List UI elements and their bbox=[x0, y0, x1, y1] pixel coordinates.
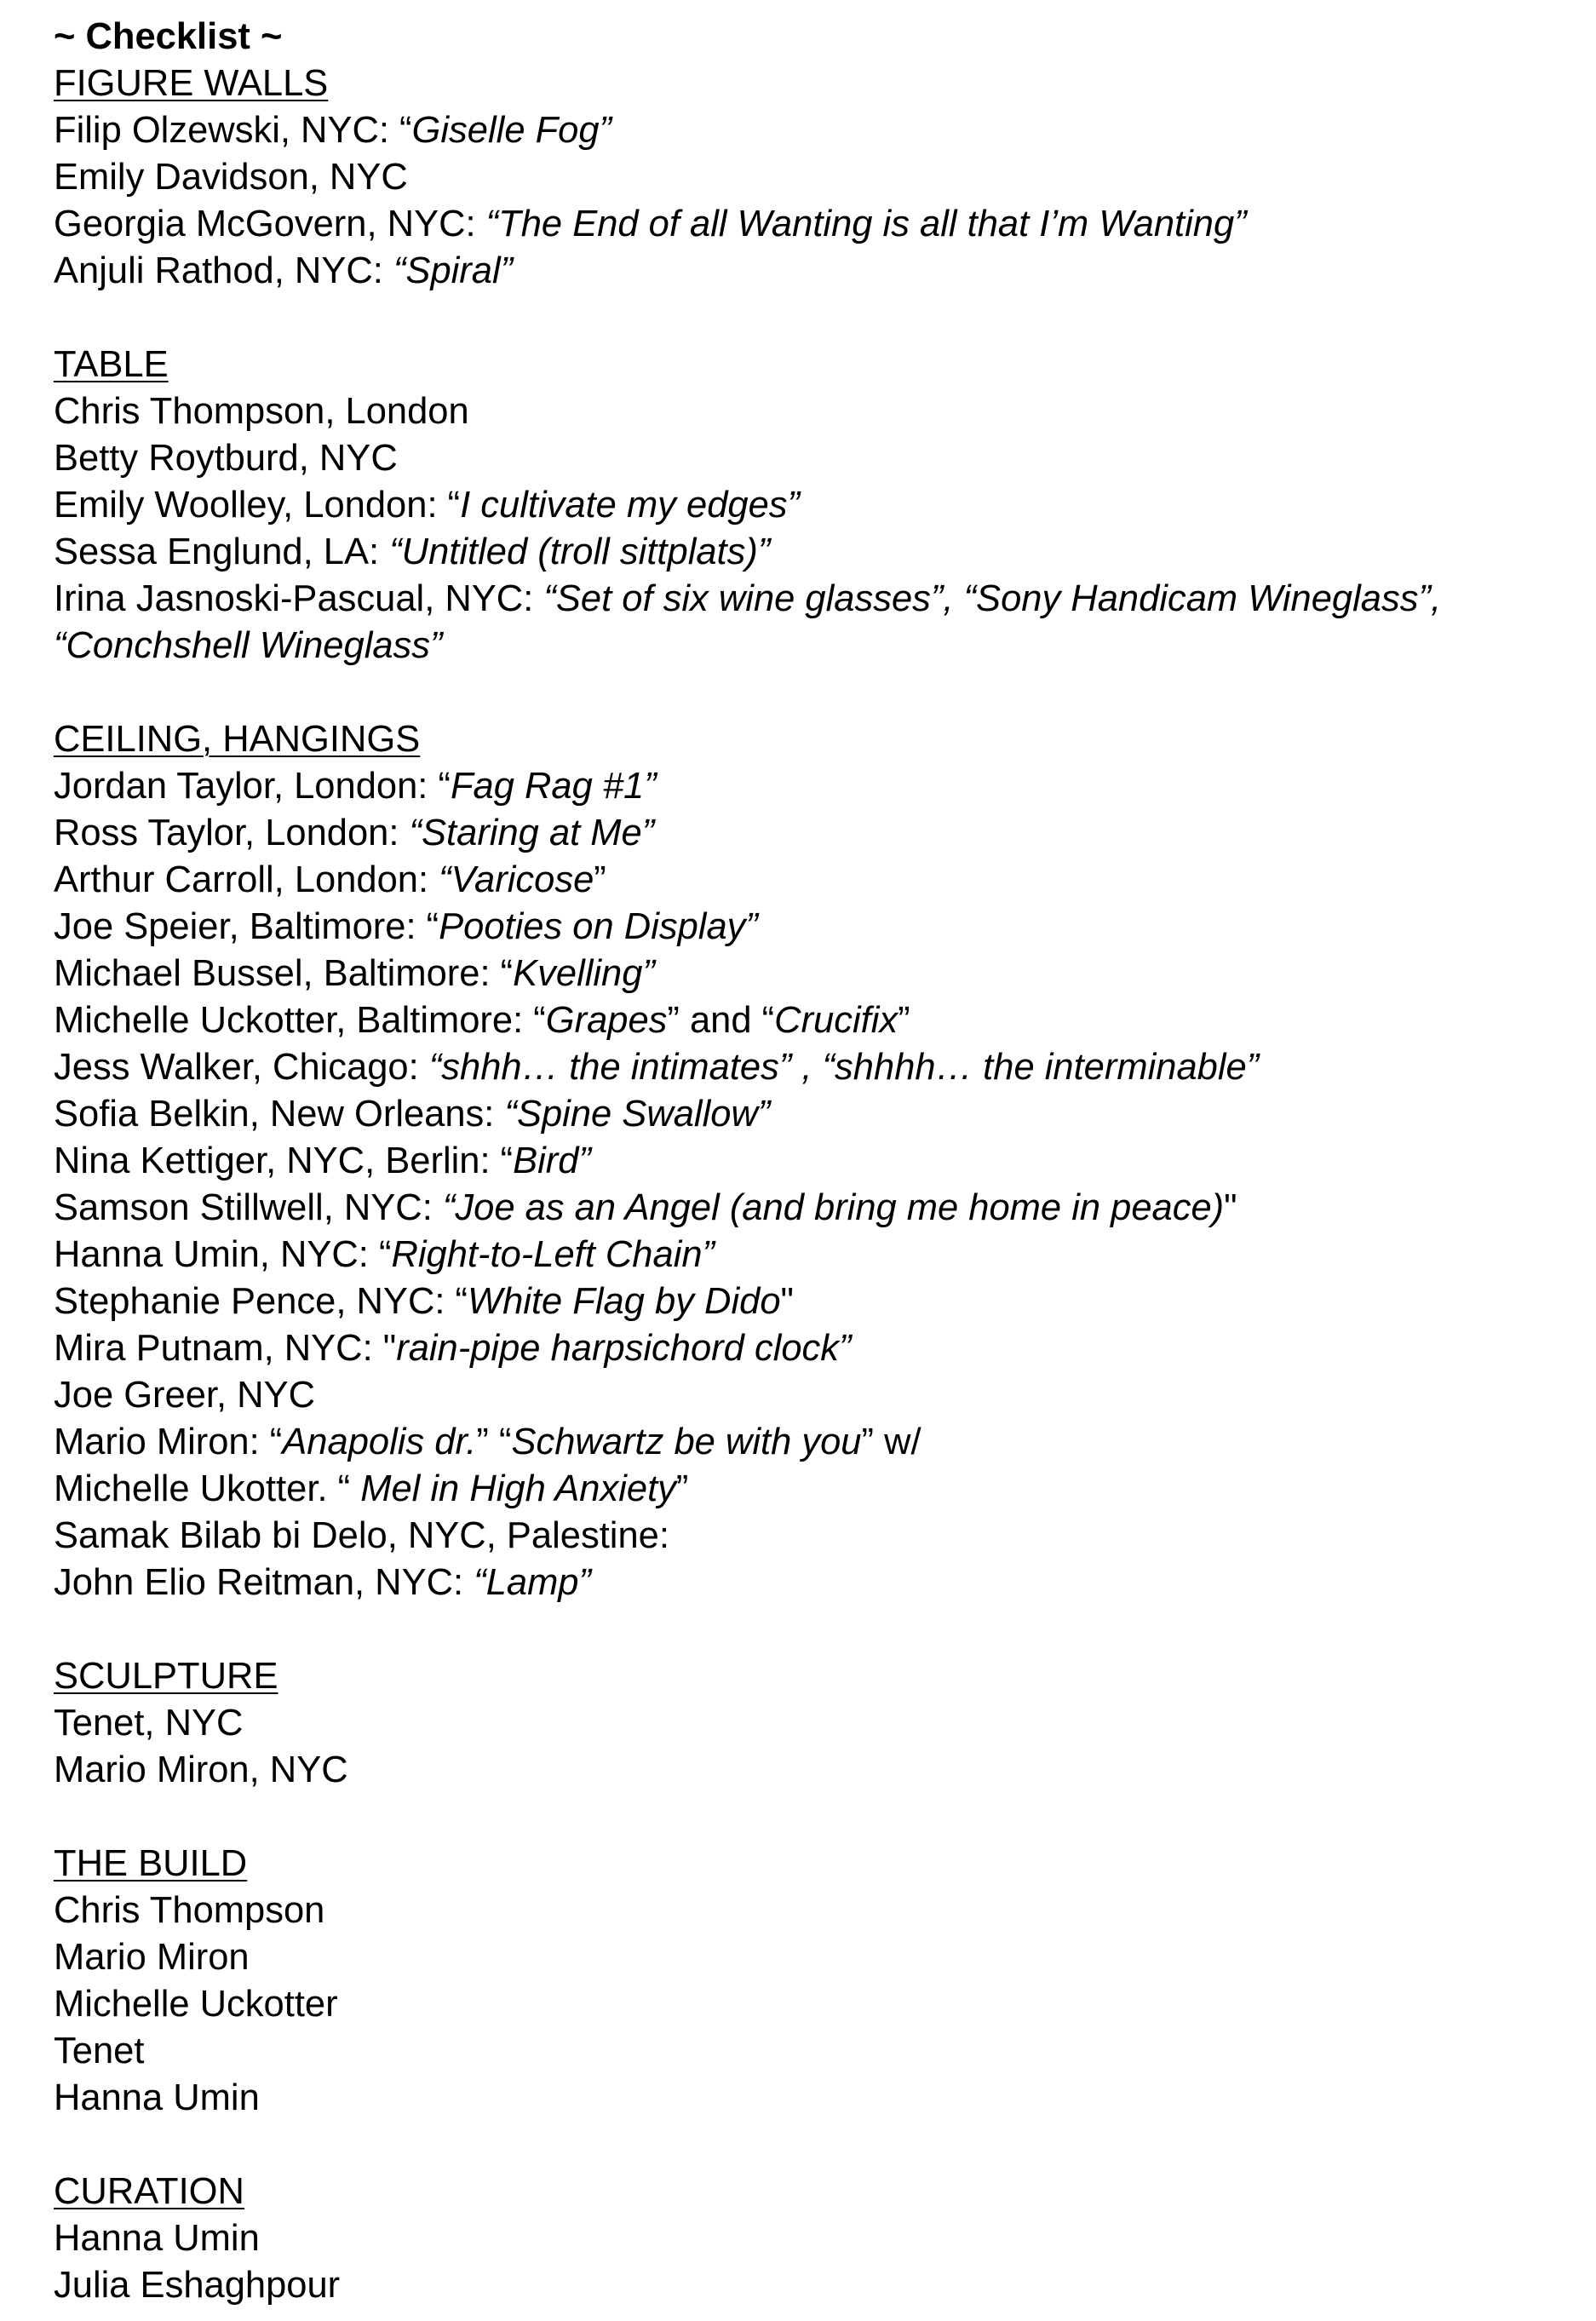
entry-text: Michael Bussel, Baltimore: “ bbox=[54, 953, 514, 994]
entry-text: Michelle Ukotter. “ bbox=[54, 1468, 361, 1509]
work-title-text: Fag Rag #1” bbox=[450, 766, 657, 807]
section-figure-walls bbox=[54, 60, 1578, 295]
entry-text: Mario Miron, NYC bbox=[54, 1749, 348, 1790]
entry-text: Sofia Belkin, New Orleans: bbox=[54, 1094, 505, 1135]
work-title-text: Grapes bbox=[545, 1000, 668, 1041]
work-title-text: “shhh… the intimates” , “shhhh… the interminable” bbox=[428, 1047, 1260, 1088]
entry-text: Anjuli Rathod, NYC: bbox=[54, 250, 393, 291]
checklist-entry bbox=[54, 1934, 1578, 1981]
work-title-text: Crucifix bbox=[774, 1000, 898, 1041]
checklist-entry bbox=[54, 1278, 1578, 1325]
checklist-entry bbox=[54, 2028, 1578, 2075]
checklist-entry bbox=[54, 1138, 1578, 1185]
checklist-entry bbox=[54, 857, 1578, 904]
section-spacer bbox=[54, 1794, 1578, 1841]
checklist-entry bbox=[54, 1700, 1578, 1747]
work-title-text: “Conchshell Wineglass” bbox=[54, 625, 443, 666]
checklist-entry bbox=[54, 1747, 1578, 1794]
checklist-entry bbox=[54, 1044, 1578, 1091]
checklist-entry bbox=[54, 154, 1578, 201]
checklist-entry bbox=[54, 482, 1578, 529]
checklist-entry bbox=[54, 529, 1578, 576]
checklist-entry bbox=[54, 576, 1578, 623]
entry-text: Julia Eshaghpour bbox=[54, 2265, 341, 2306]
section-heading: CURATION bbox=[54, 2171, 244, 2212]
work-title-text: “Joe as an Angel (and bring me home in peace) bbox=[442, 1187, 1225, 1228]
work-title-text: I cultivate my edges” bbox=[460, 485, 801, 526]
entry-text: Sessa Englund, LA: bbox=[54, 531, 390, 572]
section-ceiling-hangings bbox=[54, 716, 1578, 1606]
checklist-entry bbox=[54, 1091, 1578, 1138]
entry-text: Joe Speier, Baltimore: “ bbox=[54, 906, 439, 947]
section-table bbox=[54, 342, 1578, 669]
entry-text: Mario Miron bbox=[54, 1937, 250, 1978]
entry-text: Michelle Uckotter bbox=[54, 1984, 338, 2025]
section-heading: THE BUILD bbox=[54, 1843, 248, 1884]
entry-text: Filip Olzewski, NYC: “ bbox=[54, 110, 412, 151]
checklist-sections bbox=[54, 60, 1578, 2309]
section-the-build bbox=[54, 1841, 1578, 2122]
entry-text: Emily Davidson, NYC bbox=[54, 157, 408, 198]
entry-text: ” “ bbox=[476, 1422, 512, 1462]
checklist-entry bbox=[54, 2262, 1578, 2309]
checklist-entry bbox=[54, 951, 1578, 997]
checklist-entry bbox=[54, 904, 1578, 951]
entry-text: Chris Thompson bbox=[54, 1890, 325, 1931]
entry-text: ” bbox=[898, 1000, 910, 1041]
work-title-text: Mel in High Anxiety bbox=[360, 1468, 676, 1509]
checklist-entry bbox=[54, 1887, 1578, 1934]
entry-text: Irina Jasnoski-Pascual, NYC: bbox=[54, 578, 544, 619]
checklist-entry bbox=[54, 810, 1578, 857]
checklist-entry bbox=[54, 1185, 1578, 1232]
checklist-entry bbox=[54, 1981, 1578, 2028]
entry-text: Hanna Umin bbox=[54, 2218, 260, 2259]
section-spacer bbox=[54, 2122, 1578, 2169]
checklist-entry bbox=[54, 1466, 1578, 1513]
checklist-entry bbox=[54, 1513, 1578, 1560]
entry-text: Jordan Taylor, London: “ bbox=[54, 766, 451, 807]
entry-text: Jess Walker, Chicago: bbox=[54, 1047, 429, 1088]
checklist-document bbox=[54, 14, 1578, 2309]
work-title-text: Pooties on Display” bbox=[439, 906, 758, 947]
entry-text: ” w/ bbox=[861, 1422, 921, 1462]
checklist-entry bbox=[54, 107, 1578, 154]
checklist-entry bbox=[54, 2215, 1578, 2262]
work-title-text: White Flag by Dido bbox=[468, 1281, 781, 1322]
entry-text: Nina Kettiger, NYC, Berlin: “ bbox=[54, 1140, 514, 1181]
entry-text: Michelle Uckotter, Baltimore: “ bbox=[54, 1000, 546, 1041]
section-heading: FIGURE WALLS bbox=[54, 63, 329, 104]
entry-text: ” bbox=[594, 859, 606, 900]
work-title-text: “Lamp” bbox=[474, 1562, 591, 1603]
section-curation bbox=[54, 2169, 1578, 2309]
entry-text: Mario Miron: “ bbox=[54, 1422, 283, 1462]
document-title: ~ Checklist ~ bbox=[54, 16, 283, 57]
section-heading: CEILING, HANGINGS bbox=[54, 719, 421, 760]
section-spacer bbox=[54, 295, 1578, 342]
work-title-text: Bird” bbox=[513, 1140, 591, 1181]
work-title-text: “Set of six wine glasses”, “Sony Handicam Wineglass”, bbox=[543, 578, 1442, 619]
section-heading: SCULPTURE bbox=[54, 1656, 278, 1697]
entry-text: " bbox=[780, 1281, 794, 1322]
work-title-text: Right-to-Left Chain” bbox=[391, 1234, 715, 1275]
entry-text: John Elio Reitman, NYC: bbox=[54, 1562, 474, 1603]
section-spacer bbox=[54, 669, 1578, 716]
entry-text: ” bbox=[675, 1468, 689, 1509]
entry-text: Tenet bbox=[54, 2031, 145, 2071]
section-sculpture bbox=[54, 1653, 1578, 1794]
checklist-entry bbox=[54, 201, 1578, 248]
entry-text: Tenet, NYC bbox=[54, 1703, 244, 1744]
entry-text: Emily Woolley, London: “ bbox=[54, 485, 461, 526]
checklist-entry bbox=[54, 2075, 1578, 2122]
work-title-text: rain-pipe harpsichord clock” bbox=[396, 1328, 852, 1369]
checklist-entry bbox=[54, 1232, 1578, 1278]
work-title-text: Anapolis dr. bbox=[282, 1422, 477, 1462]
checklist-entry bbox=[54, 997, 1578, 1044]
checklist-entry bbox=[54, 1560, 1578, 1606]
work-title-text: Schwartz be with you bbox=[511, 1422, 862, 1462]
entry-text: Georgia McGovern, NYC: bbox=[54, 204, 486, 244]
work-title-text: “Varicose bbox=[439, 859, 594, 900]
checklist-entry bbox=[54, 248, 1578, 295]
entry-text: Samak Bilab bi Delo, NYC, Palestine: bbox=[54, 1515, 669, 1556]
entry-text: Chris Thompson, London bbox=[54, 391, 469, 432]
checklist-entry bbox=[54, 388, 1578, 435]
entry-text: Betty Roytburd, NYC bbox=[54, 438, 398, 479]
work-title-text: “Spine Swallow” bbox=[504, 1094, 771, 1135]
work-title-text: Giselle Fog” bbox=[411, 110, 612, 151]
entry-text: Stephanie Pence, NYC: “ bbox=[54, 1281, 468, 1322]
entry-text: Joe Greer, NYC bbox=[54, 1375, 316, 1416]
entry-text: ” and “ bbox=[667, 1000, 775, 1041]
entry-text: Hanna Umin bbox=[54, 2077, 260, 2118]
section-spacer bbox=[54, 1606, 1578, 1653]
entry-text: Ross Taylor, London: bbox=[54, 813, 410, 853]
checklist-entry bbox=[54, 623, 1578, 669]
checklist-entry bbox=[54, 763, 1578, 810]
entry-text: Arthur Carroll, London: bbox=[54, 859, 439, 900]
work-title-text: “Staring at Me” bbox=[409, 813, 655, 853]
entry-text: Hanna Umin, NYC: “ bbox=[54, 1234, 392, 1275]
work-title-text: “The End of all Wanting is all that I’m Wanting” bbox=[485, 204, 1247, 244]
entry-text: Samson Stillwell, NYC: bbox=[54, 1187, 443, 1228]
work-title-text: Kvelling” bbox=[513, 953, 655, 994]
checklist-entry bbox=[54, 1372, 1578, 1419]
section-heading: TABLE bbox=[54, 344, 169, 385]
entry-text: " bbox=[1224, 1187, 1237, 1228]
checklist-entry bbox=[54, 1325, 1578, 1372]
work-title-text: “Untitled (troll sittplats)” bbox=[389, 531, 771, 572]
checklist-entry bbox=[54, 1419, 1578, 1466]
checklist-entry bbox=[54, 435, 1578, 482]
work-title-text: “Spiral” bbox=[393, 250, 514, 291]
entry-text: Mira Putnam, NYC: " bbox=[54, 1328, 397, 1369]
